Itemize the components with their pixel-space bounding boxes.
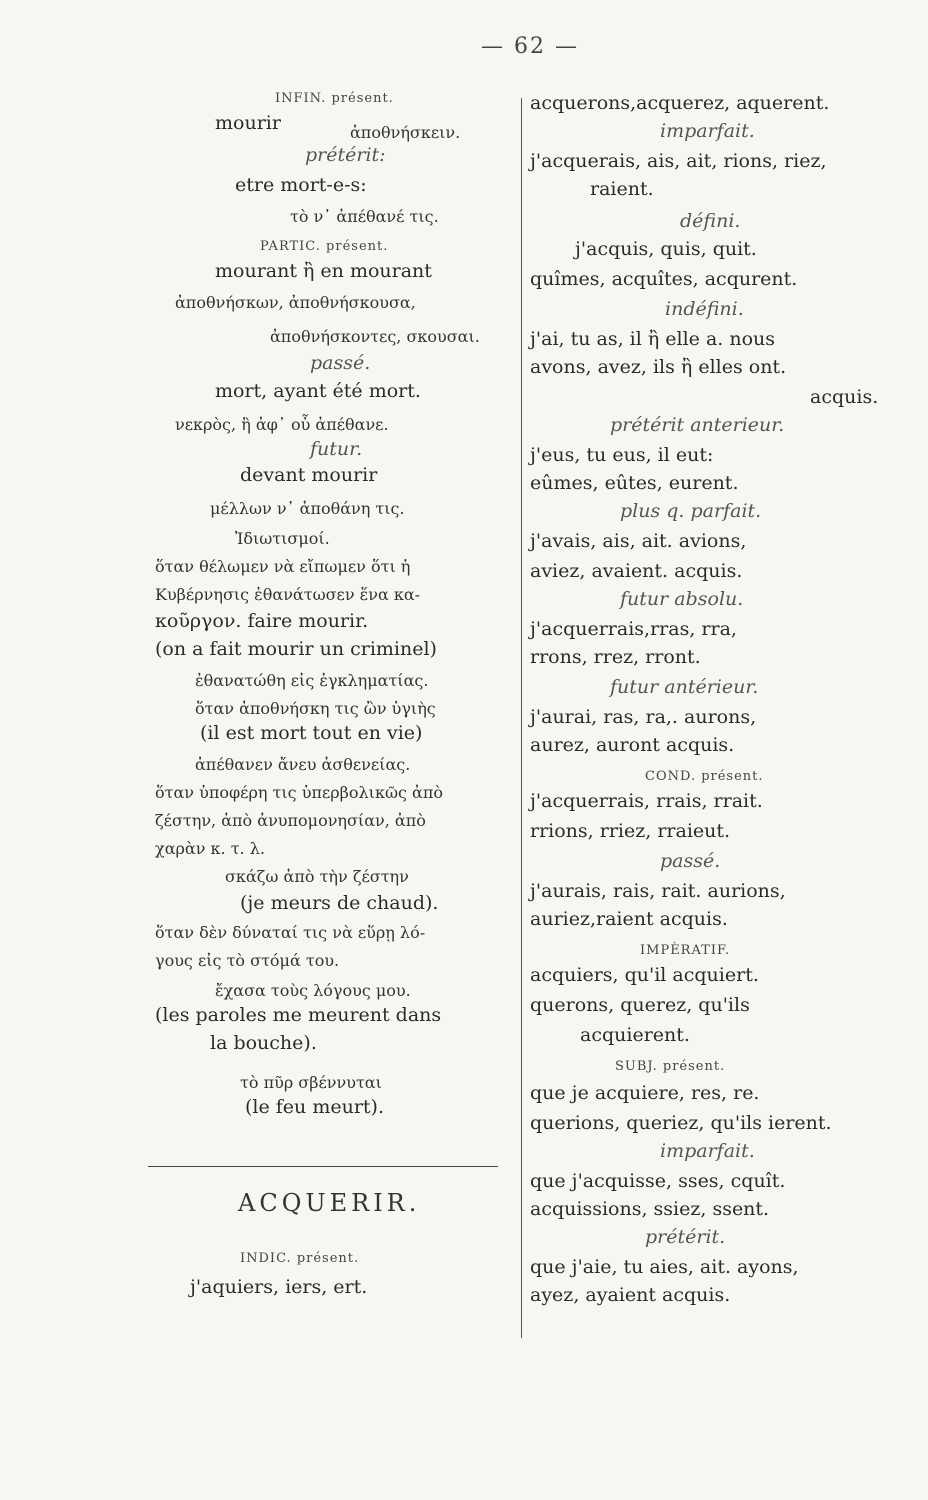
greek-line: ὅταν ἀποθνήσκη τις ὢν ὑγιὴς [195, 699, 436, 718]
text-line: acquis. [810, 386, 879, 408]
greek-line: ἀποθνήσκειν. [350, 123, 461, 142]
text-line: avons, avez, ils ἢ elles ont. [530, 356, 787, 378]
heading-imperative: IMPÈRATIF. [640, 943, 731, 958]
heading-subjunctive: SUBJ. présent. [615, 1059, 726, 1074]
greek-line: ἀπέθανεν ἄνευ ἀσθενείας. [195, 755, 411, 774]
text-line: acquerons,acquerez, aquerent. [530, 92, 830, 114]
heading-participle: PARTIC. présent. [260, 239, 389, 254]
text-line: eûmes, eûtes, eurent. [530, 472, 739, 494]
page-number: — 62 — [481, 34, 579, 59]
section-title-acquerir: ACQUERIR. [238, 1189, 421, 1217]
text-line: (le feu meurt). [245, 1096, 384, 1118]
text-line: mourir [215, 112, 281, 134]
greek-line: ἀποθνήσκοντες, σκουσαι. [270, 327, 480, 346]
section-divider [148, 1166, 498, 1167]
tense-heading: défini. [680, 210, 741, 232]
greek-line: ἔχασα τοὺς λόγους μου. [215, 981, 411, 1000]
text-line: rrions, rriez, rraieut. [530, 820, 731, 842]
text-line: aviez, avaient. acquis. [530, 560, 743, 582]
greek-line: ἐθανατώθη εἰς ἐγκληματίας. [195, 671, 429, 690]
text-line: que j'aie, tu aies, ait. ayons, [530, 1256, 799, 1278]
tense-heading: imparfait. [660, 120, 755, 142]
text-line: j'acquerais, ais, ait, rions, riez, [530, 150, 827, 172]
text-line: etre mort-e-s: [235, 174, 367, 196]
tense-heading: prétérit: [305, 144, 386, 166]
tense-heading: futur absolu. [620, 588, 744, 610]
text-line: mort, ayant été mort. [215, 380, 421, 402]
tense-heading: passé. [660, 850, 721, 872]
text-line: acquissions, ssiez, ssent. [530, 1198, 770, 1220]
greek-line: Ἰδιωτισμοί. [235, 529, 330, 548]
greek-line: τὸ ν᾽ ἀπέθανέ τις. [290, 207, 439, 226]
text-line: κοῦργον. faire mourir. [155, 610, 369, 632]
text-line: la bouche). [210, 1032, 317, 1054]
greek-line: γους εἰς τὸ στόμά του. [155, 951, 340, 970]
greek-line: Κυβέρνησις ἐθανάτωσεν ἕνα κα- [155, 585, 421, 604]
greek-line: ὅταν ὑποφέρη τις ὑπερβολικῶς ἀπὸ [155, 783, 443, 802]
text-line: ayez, ayaient acquis. [530, 1284, 731, 1306]
heading-indicative: INDIC. présent. [240, 1251, 360, 1266]
tense-heading: prétérit. [645, 1226, 726, 1248]
text-line: aurez, auront acquis. [530, 734, 735, 756]
text-line: que j'acquisse, sses, cquît. [530, 1170, 786, 1192]
text-line: j'acquis, quis, quit. [575, 238, 757, 260]
greek-line: σκάζω ἀπὸ τὴν ζέστην [225, 867, 409, 886]
text-line: acquiers, qu'il acquiert. [530, 964, 759, 986]
text-line: j'acquerrais, rrais, rrait. [530, 790, 763, 812]
greek-line: χαρὰν κ. τ. λ. [155, 839, 265, 858]
tense-heading: futur. [310, 438, 363, 460]
text-line: acquierent. [580, 1024, 690, 1046]
text-line: que je acquiere, res, re. [530, 1082, 760, 1104]
text-line: (on a fait mourir un criminel) [155, 638, 437, 660]
text-line: (je meurs de chaud). [240, 892, 439, 914]
tense-heading: plus q. parfait. [620, 500, 762, 522]
text-line: querons, querez, qu'ils [530, 994, 750, 1016]
text-line: (il est mort tout en vie) [200, 722, 423, 744]
greek-line: μέλλων ν᾽ ἀποθάνη τις. [210, 499, 405, 518]
text-line: j'eus, tu eus, il eut: [530, 444, 714, 466]
text-line: devant mourir [240, 464, 378, 486]
greek-line: ζέστην, ἀπὸ ἀνυπομονησίαν, ἀπὸ [155, 811, 426, 830]
text-line: (les paroles me meurent dans [155, 1004, 442, 1026]
text-line: rrons, rrez, rront. [530, 646, 701, 668]
text-line: querions, queriez, qu'ils ierent. [530, 1112, 832, 1134]
tense-heading: imparfait. [660, 1140, 755, 1162]
greek-line: ἀποθνήσκων, ἀποθνήσκουσα, [175, 293, 416, 312]
text-line: j'ai, tu as, il ἢ elle a. nous [530, 328, 776, 350]
heading-infinitive: INFIN. présent. [275, 91, 394, 106]
text-line: j'avais, ais, ait. avions, [530, 530, 747, 552]
tense-heading: passé. [310, 352, 371, 374]
heading-conditional: COND. présent. [645, 769, 764, 784]
tense-heading: indéfini. [665, 298, 744, 320]
greek-line: νεκρὸς, ἢ ἀφ᾽ οὗ ἀπέθανε. [175, 415, 389, 434]
text-line: j'aurai, ras, ra,. aurons, [530, 706, 757, 728]
text-line: j'aquiers, iers, ert. [190, 1276, 368, 1298]
text-line: j'aurais, rais, rait. aurions, [530, 880, 786, 902]
tense-heading: futur antérieur. [610, 676, 759, 698]
text-line: auriez,raient acquis. [530, 908, 728, 930]
column-divider [521, 98, 522, 1338]
text-line: raient. [590, 178, 654, 200]
text-line: j'acquerrais,rras, rra, [530, 618, 737, 640]
tense-heading: prétérit anterieur. [610, 414, 785, 436]
greek-line: ὅταν δὲν δύναταί τις νὰ εὕρῃ λό- [155, 923, 426, 942]
greek-line: ὅταν θέλωμεν νὰ εἴπωμεν ὅτι ἡ [155, 557, 411, 576]
text-line: mourant ἢ en mourant [215, 260, 432, 282]
text-line: quîmes, acquîtes, acqurent. [530, 268, 798, 290]
greek-line: τὸ πῦρ σβέννυται [240, 1073, 382, 1092]
